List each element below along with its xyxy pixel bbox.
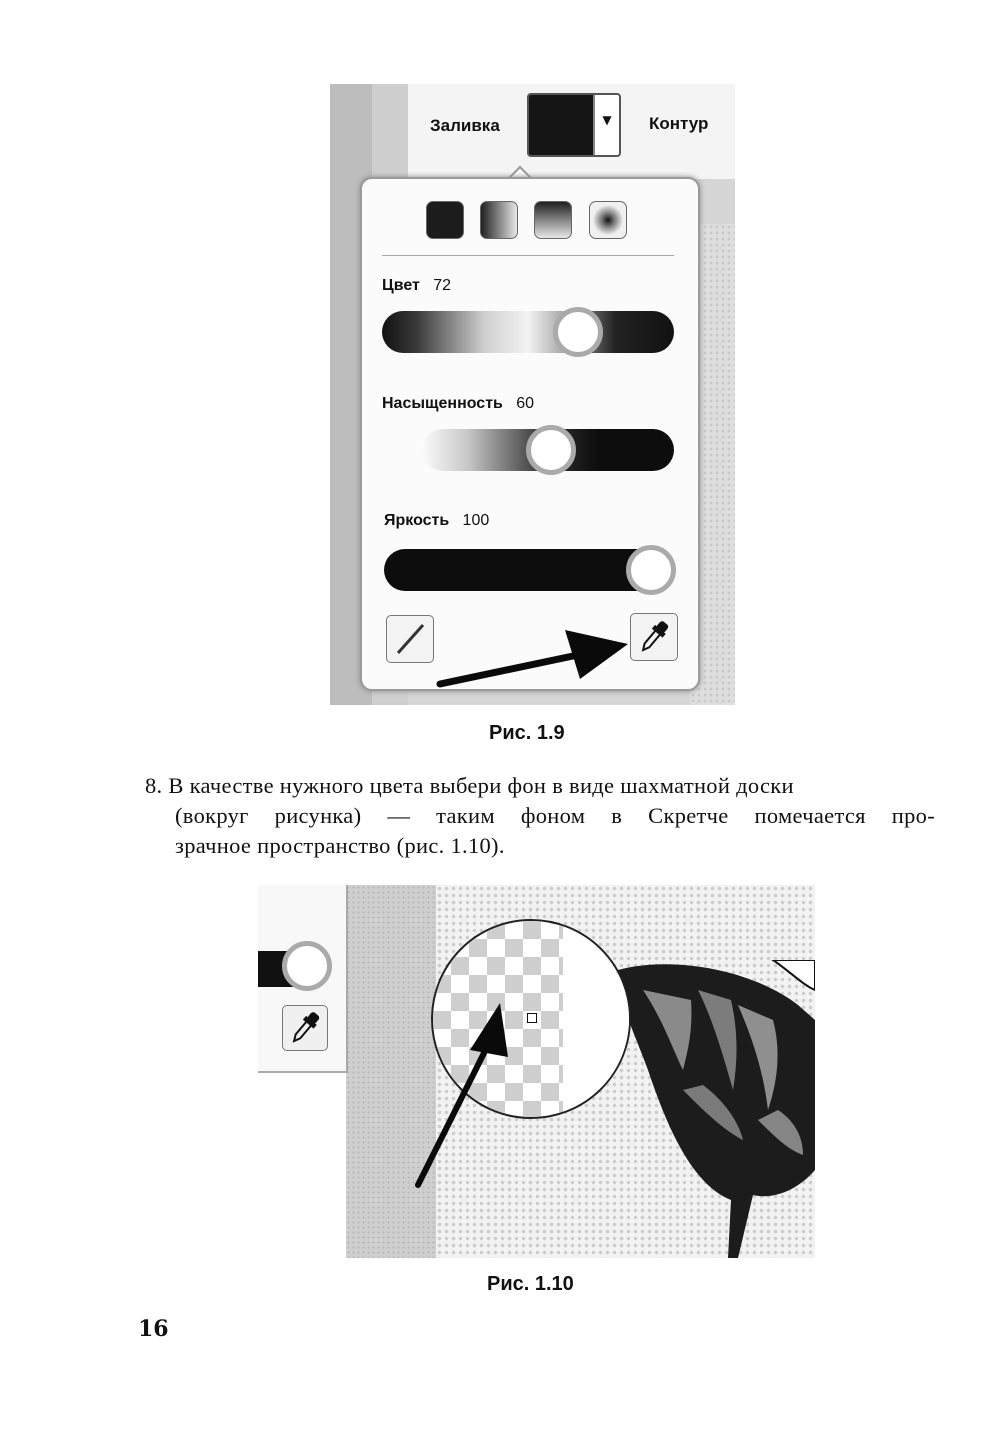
- brightness-label-text: Яркость: [384, 512, 450, 529]
- word: фоном: [520, 803, 586, 828]
- color-value: 72: [433, 277, 451, 294]
- word: помечается: [754, 803, 866, 828]
- word: таким: [436, 803, 495, 828]
- word: Скретче: [648, 803, 729, 828]
- figure-1-9: [330, 84, 735, 705]
- paragraph-line-3: зрачное пространство (рис. 1.10).: [175, 833, 505, 858]
- word: в: [611, 803, 623, 828]
- pointer-arrow: [330, 84, 735, 705]
- chevron-down-icon: ▼: [602, 113, 612, 127]
- word: (вокруг: [175, 803, 249, 828]
- color-label-text: Цвет: [382, 277, 420, 294]
- word: —: [387, 803, 411, 828]
- paragraph-line-2-words: [175, 801, 935, 831]
- saturation-label-text: Насыщенность: [382, 395, 503, 412]
- saturation-value: 60: [516, 395, 535, 412]
- figure-1-10-caption: Рис. 1.10: [487, 1273, 574, 1295]
- instruction-paragraph: [145, 771, 945, 861]
- pointer-arrow: [258, 885, 815, 1258]
- paragraph-line-1: 8. В качестве нужного цвета выбери фон в виде шахматной доски: [145, 773, 794, 798]
- outline-label[interactable]: Контур: [649, 114, 709, 133]
- figure-1-10: [258, 885, 815, 1258]
- fill-label: Заливка: [430, 116, 500, 135]
- figure-1-9-caption: Рис. 1.9: [489, 722, 565, 744]
- paragraph-line-2: [145, 801, 945, 831]
- word: рисунка): [274, 803, 362, 828]
- page-number: 16: [138, 1316, 169, 1342]
- brightness-value: 100: [462, 512, 490, 529]
- word: про-: [891, 803, 935, 828]
